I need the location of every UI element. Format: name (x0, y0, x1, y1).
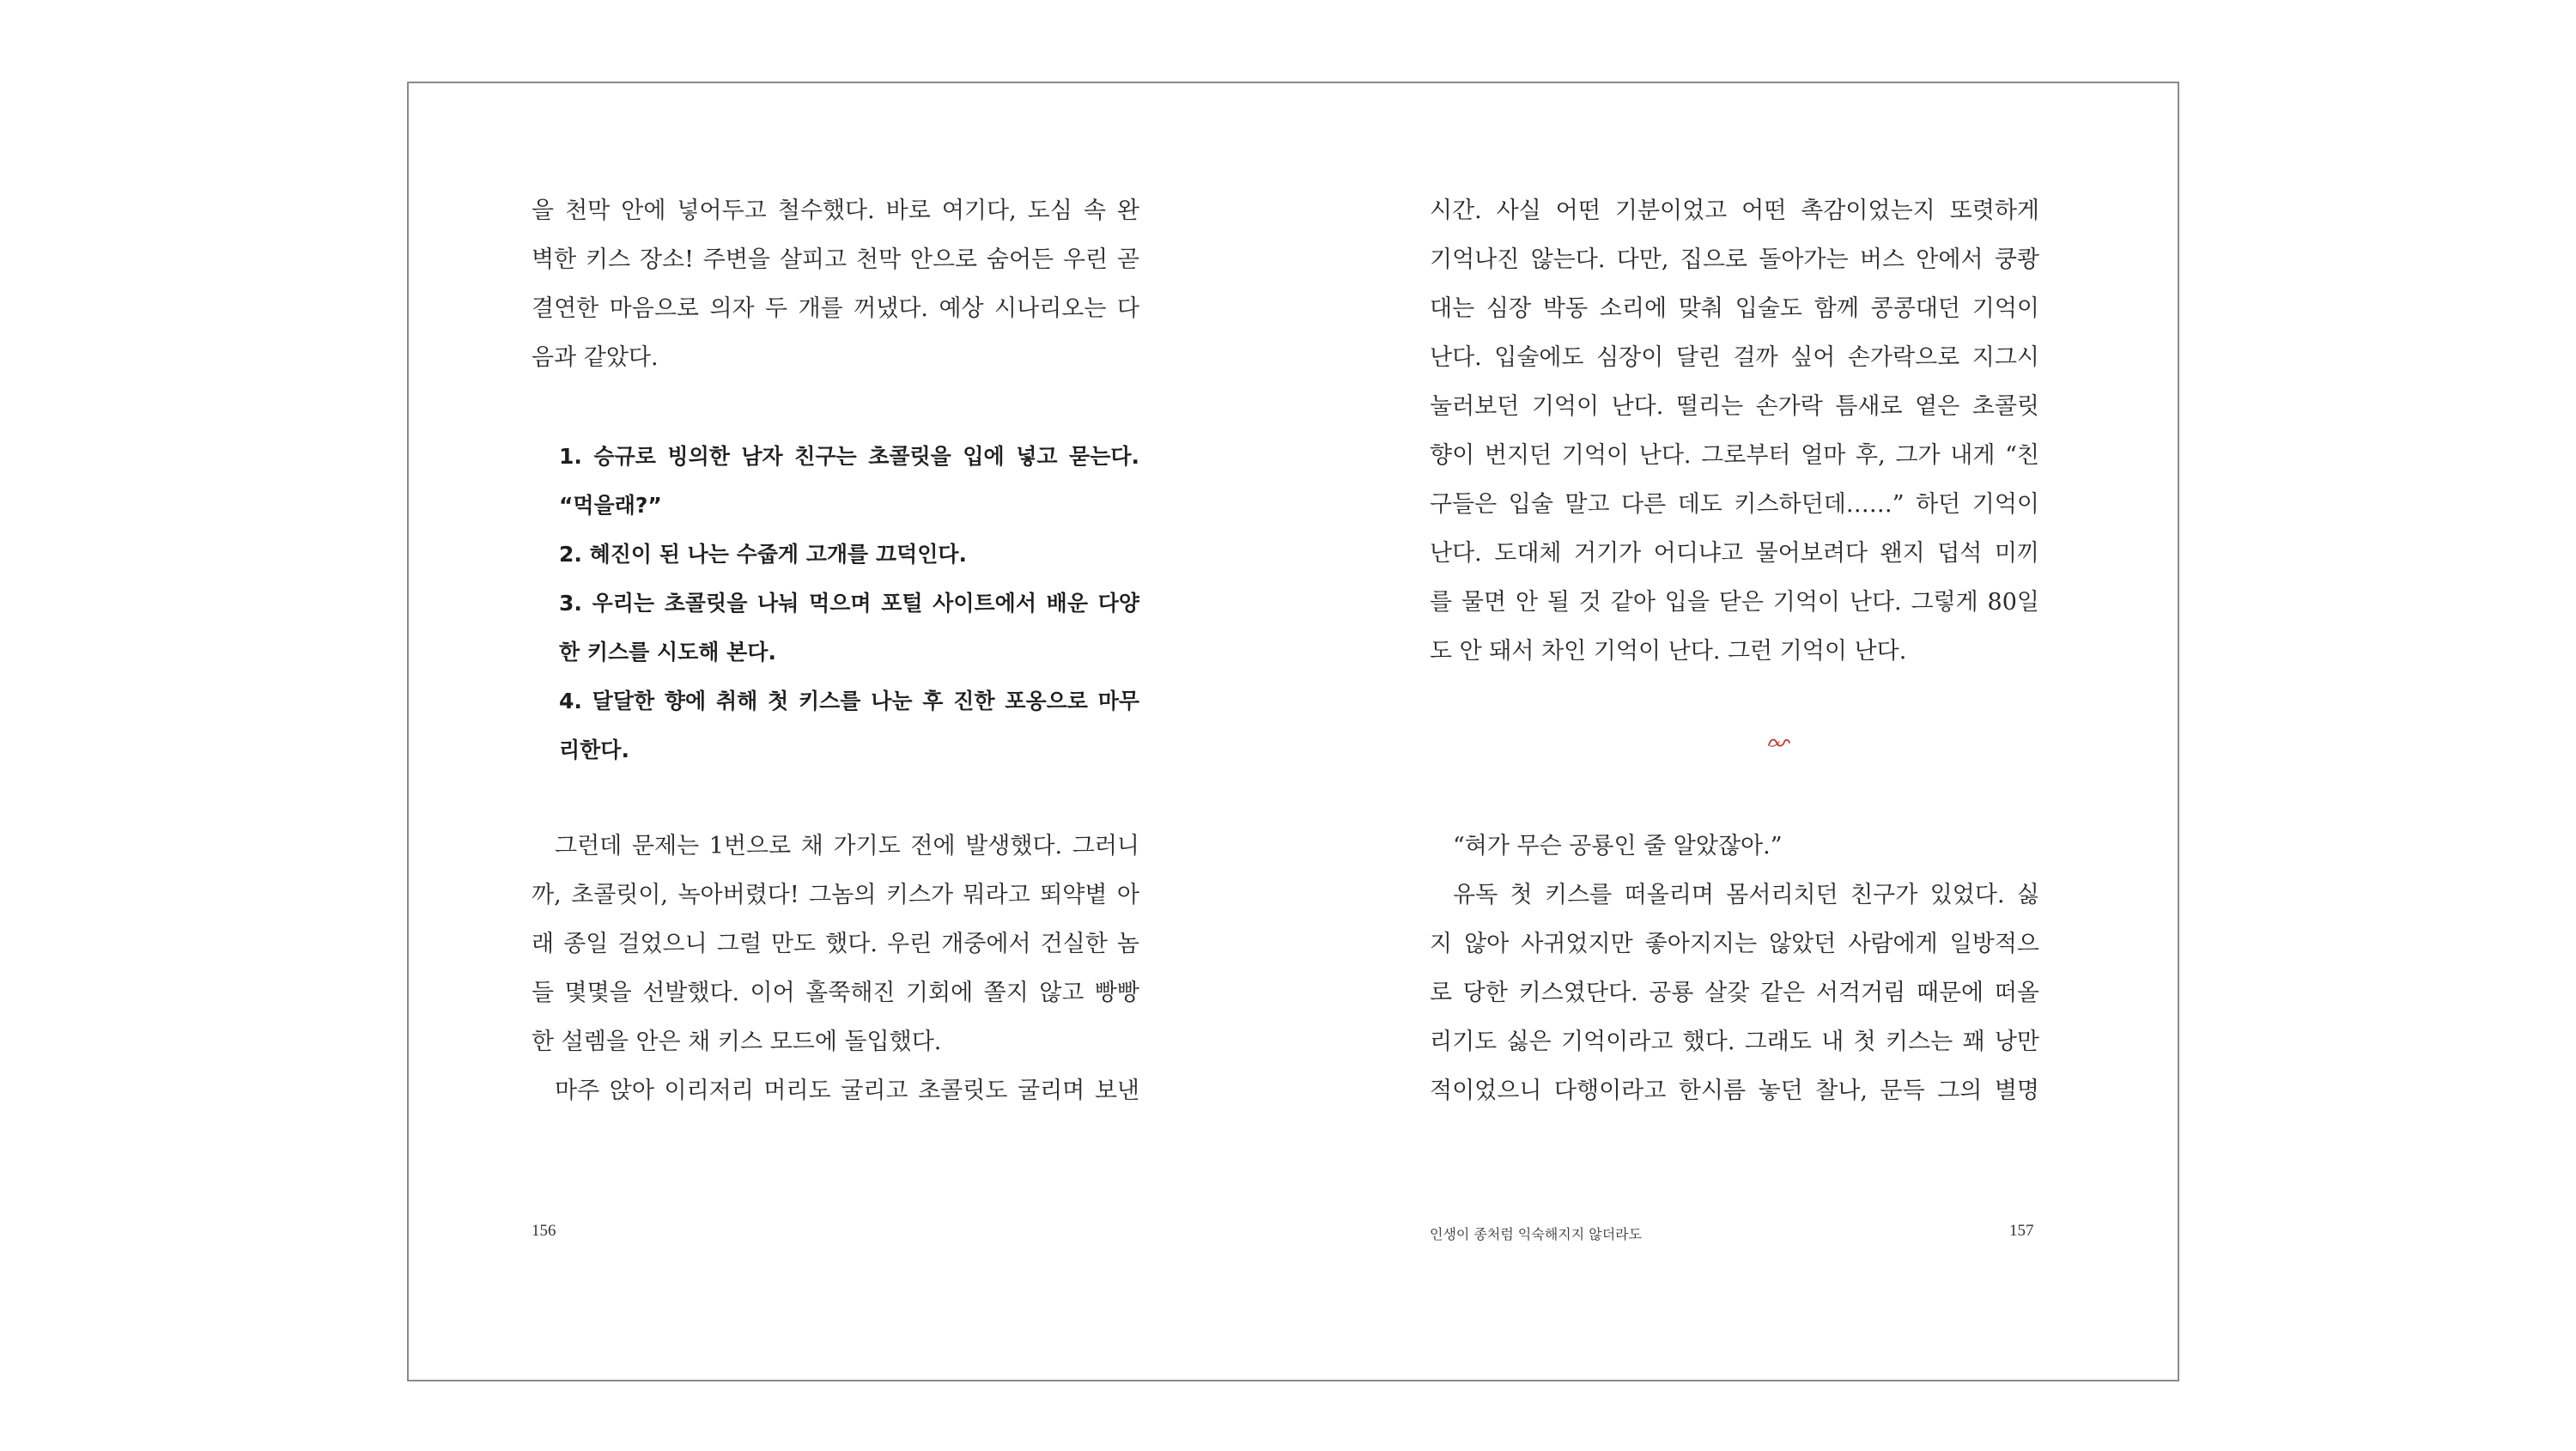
text-line: 한 설렘을 안은 채 키스 모드에 돌입했다. (532, 1029, 942, 1055)
text-line: 로 당한 키스였단다. 공룡 살갗 같은 서걱거림 때문에 떠올 (1430, 980, 2039, 1006)
text-line: 난다. 입술에도 심장이 달린 걸까 싶어 손가락으로 지그시 (1430, 344, 2039, 371)
text-line: 벽한 키스 장소! 주변을 살피고 천막 안으로 숨어든 우린 곧 (532, 246, 1139, 273)
list-item: 4. 달달한 향에 취해 첫 키스를 나눈 후 진한 포옹으로 마무 (559, 689, 1139, 713)
list-item: “먹을래?” (559, 493, 662, 518)
quote (1430, 822, 2039, 871)
book-spread (407, 82, 2179, 1381)
text-line: 유독 첫 키스를 떠올리며 몸서리치던 친구가 있었다. 싫 (1453, 882, 2039, 908)
paragraph-friend (1430, 871, 2039, 1115)
page-number: 156 (532, 1222, 556, 1240)
right-page (1295, 83, 2181, 1380)
page-number: 157 (2009, 1222, 2034, 1240)
paragraph-memory (1430, 186, 2039, 676)
text-line: 향이 번지던 기억이 난다. 그로부터 얼마 후, 그가 내게 “친 (1430, 442, 2039, 469)
text-line: 대는 심장 박동 소리에 맞춰 입술도 함께 콩콩대던 기억이 (1430, 295, 2039, 322)
text-line: 난다. 도대체 거기가 어디냐고 물어보려다 왠지 덥석 미끼 (1430, 540, 2039, 567)
paragraph-intro (532, 186, 1139, 382)
list-item: 2. 혜진이 된 나는 수줍게 고개를 끄덕인다. (559, 542, 968, 567)
section-ornament-icon (1766, 737, 1792, 749)
list-item: 리한다. (559, 738, 629, 762)
text-line: 적이었으니 다행이라고 한시름 놓던 찰나, 문득 그의 별명 (1430, 1078, 2039, 1104)
list-item: 1. 승규로 빙의한 남자 친구는 초콜릿을 입에 넣고 묻는다. (559, 444, 1139, 469)
text-line: 구들은 입술 말고 다른 데도 키스하던데……” 하던 기억이 (1430, 491, 2039, 518)
text-line: 까, 초콜릿이, 녹아버렸다! 그놈의 키스가 뭐라고 뙤약볕 아 (532, 882, 1139, 908)
list-item: 한 키스를 시도해 본다. (559, 640, 776, 665)
text-line: 결연한 마음으로 의자 두 개를 꺼냈다. 예상 시나리오는 다 (532, 295, 1139, 322)
scenario-list (559, 432, 1139, 774)
paragraph-closing (532, 1066, 1139, 1115)
text-line: 들 몇몇을 선발했다. 이어 홀쭉해진 기회에 쫄지 않고 빵빵 (532, 980, 1139, 1006)
left-page (409, 83, 1295, 1380)
text-line: 시간. 사실 어떤 기분이었고 어떤 촉감이었는지 또렷하게 (1430, 197, 2039, 224)
text-line: 지 않아 사귀었지만 좋아지지는 않았던 사람에게 일방적으 (1430, 931, 2039, 957)
text-line: 리기도 싫은 기억이라고 했다. 그래도 내 첫 키스는 꽤 낭만 (1430, 1029, 2039, 1055)
paragraph-problem (532, 822, 1139, 1066)
text-line: 래 종일 걸었으니 그럴 만도 했다. 우린 개중에서 건실한 놈 (532, 931, 1139, 957)
text-line: 음과 같았다. (532, 344, 659, 371)
text-line: 그런데 문제는 1번으로 채 가기도 전에 발생했다. 그러니 (555, 833, 1139, 859)
text-line: 기억나진 않는다. 다만, 집으로 돌아가는 버스 안에서 쿵쾅 (1430, 246, 2039, 273)
text-line: “혀가 무슨 공룡인 줄 알았잖아.” (1453, 833, 1783, 859)
list-item: 3. 우리는 초콜릿을 나눠 먹으며 포털 사이트에서 배운 다양 (559, 591, 1139, 616)
text-line: 도 안 돼서 차인 기억이 난다. 그런 기억이 난다. (1430, 638, 1907, 665)
text-line: 를 물면 안 될 것 같아 입을 닫은 기억이 난다. 그렇게 80일 (1430, 589, 2039, 616)
text-line: 눌러보던 기억이 난다. 떨리는 손가락 틈새로 옅은 초콜릿 (1430, 393, 2039, 420)
text-line: 을 천막 안에 넣어두고 철수했다. 바로 여기다, 도심 속 완 (532, 197, 1139, 224)
text-line: 마주 앉아 이리저리 머리도 굴리고 초콜릿도 굴리며 보낸 (555, 1078, 1139, 1104)
running-title: 인생이 종처럼 익숙해지지 않더라도 (1430, 1226, 1643, 1242)
